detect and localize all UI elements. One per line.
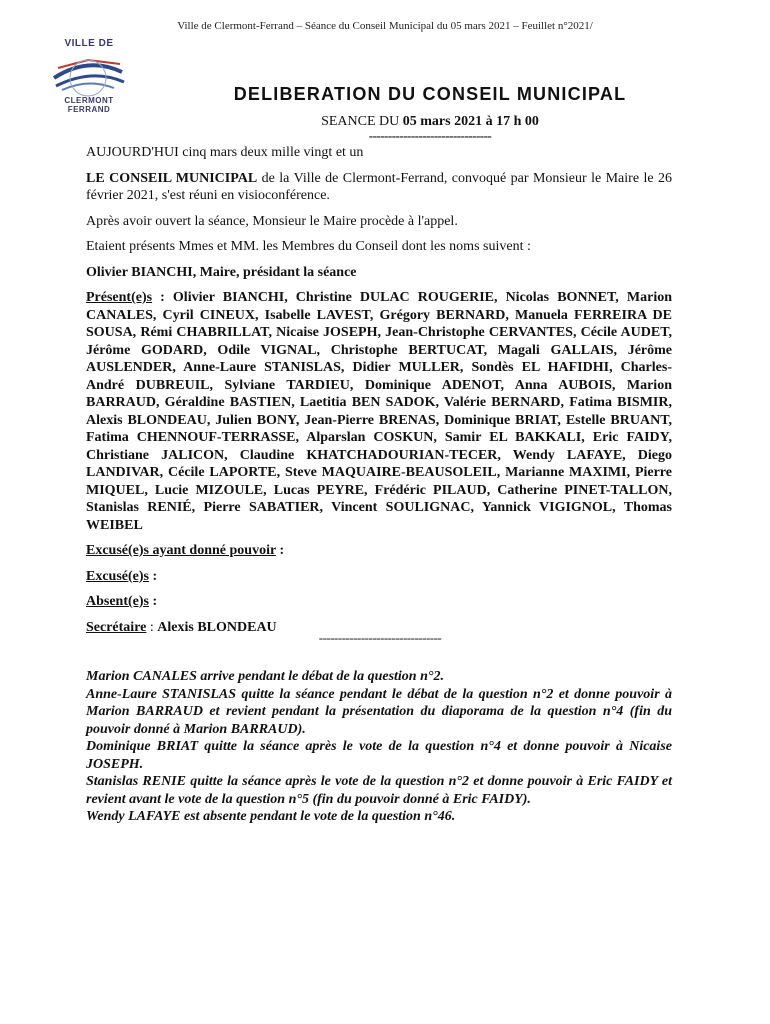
page-header: Ville de Clermont-Ferrand – Séance du Conseil Municipal du 05 mars 2021 – Feuillet n°2021/ [177, 20, 593, 32]
convocation-paragraph: LE CONSEIL MUNICIPAL de la Ville de Clermont-Ferrand, convoqué par Monsieur le Maire le 26 février 2021, s'est réuni en visioconférence. [86, 170, 673, 203]
logo-bottom-text: CLERMONT FERRAND [64, 96, 114, 114]
note-item: Stanislas RENIE quitte la séance après le vote de la question n°2 et donne pouvoir à Eric FAIDY et revient avant le vote de la question n°5 (fin du pouvoir donné à Eric FAIDY). [86, 774, 672, 807]
absents-line: Absent(e)s : [86, 594, 158, 609]
note-item: Dominique BRIAT quitte la séance après le vote de la question n°4 et donne pouvoir à Nicaise JOSEPH. [86, 739, 672, 772]
note-item: Anne-Laure STANISLAS quitte la séance pendant le débat de la question n°2 et donne pouvoir à Marion BARRAUD et revient pendant la présentation du diaporama de la question n°4 (fin du pouvoir donné à Marion BARRAUD). [86, 686, 672, 737]
presents-list: Présent(e)s : Olivier BIANCHI, Christine DULAC ROUGERIE, Nicolas BONNET, Marion CANALES, Cyril CINEUX, Isabelle LAVEST, Grégory BERNARD, Manuela FERREIRA DE SOUSA, Rémi CHABRILLAT, Nicaise JOSEPH, Jean-Christophe CERVANTES, Cécile AUDET, Jérôme GODARD, Odile VIGNAL, Christophe BERTUCAT, Magali GALLAIS, Jérôme AUSLENDER, Anne-Laure STANISLAS, Didier MULLER, Sondès EL HAFIDHI, Charles-André DUBREUIL, Sylviane TARDIEU, Dominique ADENOT, Anna AUBOIS, Marion BARRAUD, Géraldine BASTIEN, Laetitia BEN SADOK, Valérie BERNARD, Fatima BISMIR, Alexis BLONDEAU, Julien BONY, Jean-Pierre BRENAS, Dominique BRIAT, Estelle BRUANT, Fatima CHENNOUF-TERRASSE, Alparslan COSKUN, Samir EL BAKKALI, Eric FAIDY, Christiane JALICON, Claudine KHATCHADOURIAN-TECER, Wendy LAFAYE, Diego LANDIVAR, Cécile LAPORTE, Steve MAQUAIRE-BEAUSOLEIL, Marianne MAXIMI, Pierre MIQUEL, Lucie MIZOULE, Lucas PEYRE, Frédéric PILAUD, Catherine PINET-TALLON, Stanislas RENIÉ, Pierre SABATIER, Vincent SOULIGNAC, Yannick VIGIGNOL, Thomas WEIBEL [86, 290, 672, 533]
logo-top-text: VILLE DE [64, 38, 114, 49]
excuses-pouvoir-line: Excusé(e)s ayant donné pouvoir : [86, 543, 285, 558]
secretaire-line: Secrétaire : Alexis BLONDEAU [86, 619, 277, 635]
note-item: Marion CANALES arrive pendant le débat de la question n°2. [86, 669, 444, 684]
separator: -------------------------------- [368, 128, 492, 143]
document-title: DELIBERATION DU CONSEIL MUNICIPAL [233, 84, 627, 104]
city-logo [48, 38, 130, 118]
separator-2: -------------------------------- [318, 630, 442, 645]
excuses-line: Excusé(e)s : [86, 568, 158, 584]
presents-intro: Etaient présents Mmes et MM. les Membres du Conseil dont les noms suivent : [86, 239, 531, 254]
appel-paragraph: Après avoir ouvert la séance, Monsieur le Maire procède à l'appel. [86, 213, 458, 229]
seance-prefix: SEANCE DU [321, 114, 403, 129]
president-line: Olivier BIANCHI, Maire, présidant la séance [86, 264, 357, 280]
document-body [86, 144, 672, 644]
seance-date: 05 mars 2021 à 17 h 00 [402, 114, 539, 129]
session-notes [86, 668, 672, 826]
note-item: Wendy LAFAYE est absente pendant le vote de la question n°46. [86, 809, 456, 824]
intro-line: AUJOURD'HUI cinq mars deux mille vingt et un [86, 145, 364, 160]
